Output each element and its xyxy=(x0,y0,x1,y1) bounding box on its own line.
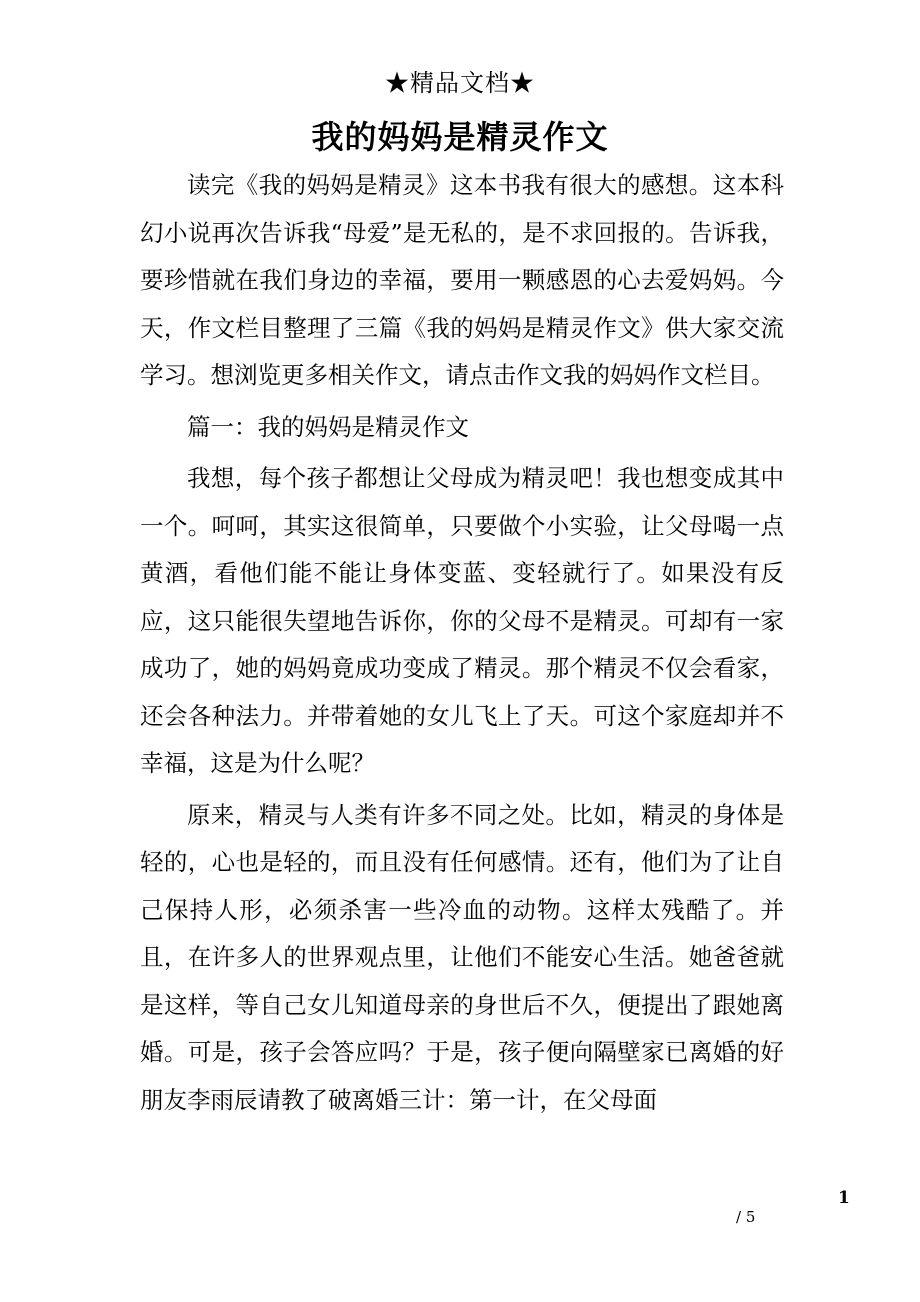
document-body xyxy=(140,162,784,1124)
paragraph-intro: 读完《我的妈妈是精灵》这本书我有很大的感想。这本科幻小说再次告诉我“母爱”是无私的，是不求回报的。告诉我，要珍惜就在我们身边的幸福，要用一颗感恩的心去爱妈妈。今天，作文栏目整理了三篇《我的妈妈是精灵作文》供大家交流学习。想浏览更多相关作文，请点击作文我的妈妈作文栏目。 xyxy=(140,171,784,389)
page-total: / 5 xyxy=(736,1208,756,1226)
paragraph-1: 我想，每个孩子都想让父母成为精灵吧！我也想变成其中一个。呵呵，其实这很简单，只要做个小实验，让父母喝一点黄酒，看他们能不能让身体变蓝、变轻就行了。如果没有反应，这只能很失望地告诉你，你的父母不是精灵。可却有一家成功了，她的妈妈竟成功变成了精灵。那个精灵不仅会看家，还会各种法力。并带着她的女儿飞上了天。可这个家庭却并不幸福，这是为什么呢？ xyxy=(140,464,784,777)
section-heading: 篇一：我的妈妈是精灵作文 xyxy=(187,412,469,441)
page-title: 我的妈妈是精灵作文 xyxy=(311,118,609,156)
paragraph-2: 原来，精灵与人类有许多不同之处。比如，精灵的身体是轻的，心也是轻的，而且没有任何感情。还有，他们为了让自己保持人形，必须杀害一些冷血的动物。这样太残酷了。并且，在许多人的世界观点里，让他们不能安心生活。她爸爸就是这样，等自己女儿知道母亲的身世后不久，便提出了跟她离婚。可是，孩子会答应吗？于是，孩子便向隔壁家已离婚的好朋友李雨辰请教了破离婚三计：第一计，在父母面 xyxy=(140,800,784,1114)
document-header-label: ★精品文档★ xyxy=(385,69,535,97)
page-number: 1 xyxy=(838,1188,850,1208)
